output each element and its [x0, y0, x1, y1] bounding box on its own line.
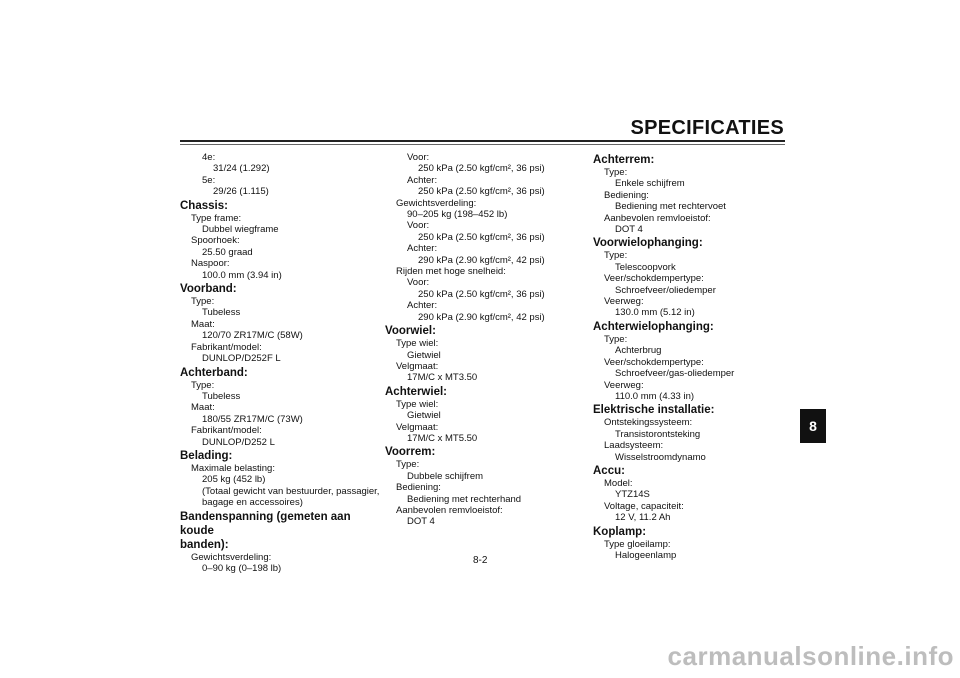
spec-label: Type frame: [191, 212, 242, 224]
spec-value: 100.0 mm (3.94 in) [202, 269, 282, 281]
section-heading: Voorrem: [385, 446, 436, 459]
spec-label: Type: [604, 333, 628, 345]
section-heading: Voorband: [180, 283, 237, 296]
spec-label: Type: [604, 167, 628, 178]
spec-value: 120/70 ZR17M/C (58W) [202, 330, 303, 342]
spec-label: Voor: [407, 277, 430, 289]
spec-value: Bediening met rechtervoet [615, 201, 726, 213]
spec-label: Rijden met hoge snelheid: [396, 266, 506, 278]
section-heading: Accu: [593, 464, 625, 477]
spec-value: Transistorontsteking [615, 428, 701, 440]
spec-label: Velgmaat: [396, 360, 439, 372]
spec-value: Dubbele schijfrem [407, 470, 484, 482]
spec-label: Type: [396, 459, 420, 471]
spec-label: Gewichtsverdeling: [191, 551, 272, 563]
spec-value: 17M/C x MT3.50 [407, 372, 478, 384]
section-heading: Achterband: [180, 366, 248, 379]
spec-value: 130.0 mm (5.12 in) [615, 307, 695, 319]
spec-value: Dubbel wiegframe [202, 224, 279, 236]
spec-value: DUNLOP/D252F L [202, 353, 281, 365]
section-heading: Elektrische installatie: [593, 404, 715, 417]
chapter-tab [800, 409, 826, 443]
spec-label: Achter: [407, 243, 438, 255]
spec-value: DOT 4 [407, 516, 435, 528]
spec-label: Bediening: [396, 482, 441, 494]
spec-value: 25.50 graad [202, 246, 253, 258]
chapter-tab-label: 8 [809, 418, 817, 434]
spec-value: 110.0 mm (4.33 in) [615, 390, 695, 402]
spec-label: Bediening: [604, 189, 649, 201]
spec-value: Schroefveer/oliedemper [615, 284, 716, 296]
spec-value: Halogeenlamp [615, 549, 677, 561]
spec-label: Veerweg: [604, 296, 644, 308]
section-heading: Belading: [180, 449, 233, 462]
spec-value: Tubeless [202, 390, 241, 402]
spec-label: Veer/schokdempertype: [604, 273, 704, 285]
spec-label: Aanbevolen remvloeistof: [604, 212, 711, 224]
footer-watermark: carmanualsonline.info [667, 641, 954, 671]
spec-note: bagage en accessoires) [202, 497, 303, 509]
spec-value: 205 kg (452 lb) [202, 474, 266, 486]
spec-value: YTZ14S [615, 489, 650, 501]
spec-value: 0–90 kg (0–198 lb) [202, 562, 282, 574]
spec-label: Velgmaat: [396, 421, 439, 433]
spec-label: Type: [191, 296, 215, 308]
spec-label: Veer/schokdempertype: [604, 356, 704, 368]
section-heading: Achterwiel: [385, 385, 447, 398]
spec-value: 250 kPa (2.50 kgf/cm², 36 psi) [418, 163, 545, 175]
spec-label: Type wiel: [396, 338, 439, 350]
column-right [593, 152, 783, 561]
spec-value: Wisselstroomdynamo [615, 451, 706, 463]
spec-value: DUNLOP/D252 L [202, 436, 275, 448]
spec-label: Fabrikant/model: [191, 341, 262, 353]
section-heading: Achterrem: [593, 154, 655, 166]
spec-value: 12 V, 11.2 Ah [615, 512, 671, 524]
spec-value: 290 kPa (2.90 kgf/cm², 42 psi) [418, 254, 545, 266]
page-number: 8-2 [473, 555, 488, 566]
spec-label: Achter: [407, 300, 438, 312]
spec-label: Fabrikant/model: [191, 425, 262, 437]
spec-note: (Totaal gewicht van bestuurder, passagier, [202, 485, 380, 497]
section-heading: Voorwielophanging: [593, 237, 703, 250]
spec-value: Achterbrug [615, 345, 662, 357]
spec-value: 31/24 (1.292) [213, 163, 270, 175]
spec-label: Veerweg: [604, 379, 644, 391]
spec-value: 17M/C x MT5.50 [407, 432, 478, 444]
column-left [180, 152, 380, 574]
spec-label: Maat: [191, 318, 215, 330]
spec-label: Type: [191, 379, 215, 391]
spec-label: Voor: [407, 152, 430, 163]
section-heading: Chassis: [180, 199, 228, 212]
spec-value: Schroefveer/gas-oliedemper [615, 368, 735, 380]
spec-value: 29/26 (1.115) [213, 186, 269, 198]
spec-value: Tubeless [202, 307, 241, 319]
section-heading-cont: banden): [180, 538, 229, 551]
spec-label: Naspoor: [191, 258, 230, 270]
spec-value: 250 kPa (2.50 kgf/cm², 36 psi) [418, 186, 545, 198]
section-heading: Achterwielophanging: [593, 320, 714, 333]
spec-label: Gewichtsverdeling: [396, 197, 477, 209]
spec-value: Gietwiel [407, 410, 441, 422]
spec-value: Enkele schijfrem [615, 178, 685, 190]
spec-label: 5e: [202, 174, 216, 186]
spec-label: Aanbevolen remvloeistof: [396, 504, 503, 516]
spec-value: Bediening met rechterhand [407, 493, 522, 505]
spec-label: 4e: [202, 152, 216, 163]
spec-label: Achter: [407, 174, 438, 186]
spec-value: 90–205 kg (198–452 lb) [407, 209, 508, 221]
spec-label: Voltage, capaciteit: [604, 500, 684, 512]
section-heading: Voorwiel: [385, 325, 436, 338]
spec-label: Voor: [407, 220, 430, 232]
spec-label: Maximale belasting: [191, 462, 275, 474]
spec-value: Gietwiel [407, 349, 441, 361]
section-heading: Bandenspanning (gemeten aan koude [180, 510, 351, 537]
spec-label: Spoorhoek: [191, 235, 240, 247]
spec-value: DOT 4 [615, 224, 643, 236]
spec-label: Maat: [191, 402, 215, 414]
column-middle [385, 152, 575, 528]
spec-value: 290 kPa (2.90 kgf/cm², 42 psi) [418, 311, 545, 323]
spec-value: 250 kPa (2.50 kgf/cm², 36 psi) [418, 288, 545, 300]
spec-label: Laadsysteem: [604, 440, 664, 452]
spec-label: Ontstekingssysteem: [604, 417, 693, 429]
spec-label: Type: [604, 250, 628, 262]
spec-value: Telescoopvork [615, 261, 676, 273]
page-title: SPECIFICATIES [630, 117, 784, 139]
spec-label: Model: [604, 477, 633, 489]
spec-label: Type gloeilamp: [604, 538, 671, 550]
spec-value: 180/55 ZR17M/C (73W) [202, 413, 303, 425]
header-rule [180, 140, 785, 142]
spec-label: Type wiel: [396, 398, 439, 410]
section-heading: Koplamp: [593, 525, 647, 538]
header-rule-thin [180, 144, 785, 145]
spec-value: 250 kPa (2.50 kgf/cm², 36 psi) [418, 231, 545, 243]
